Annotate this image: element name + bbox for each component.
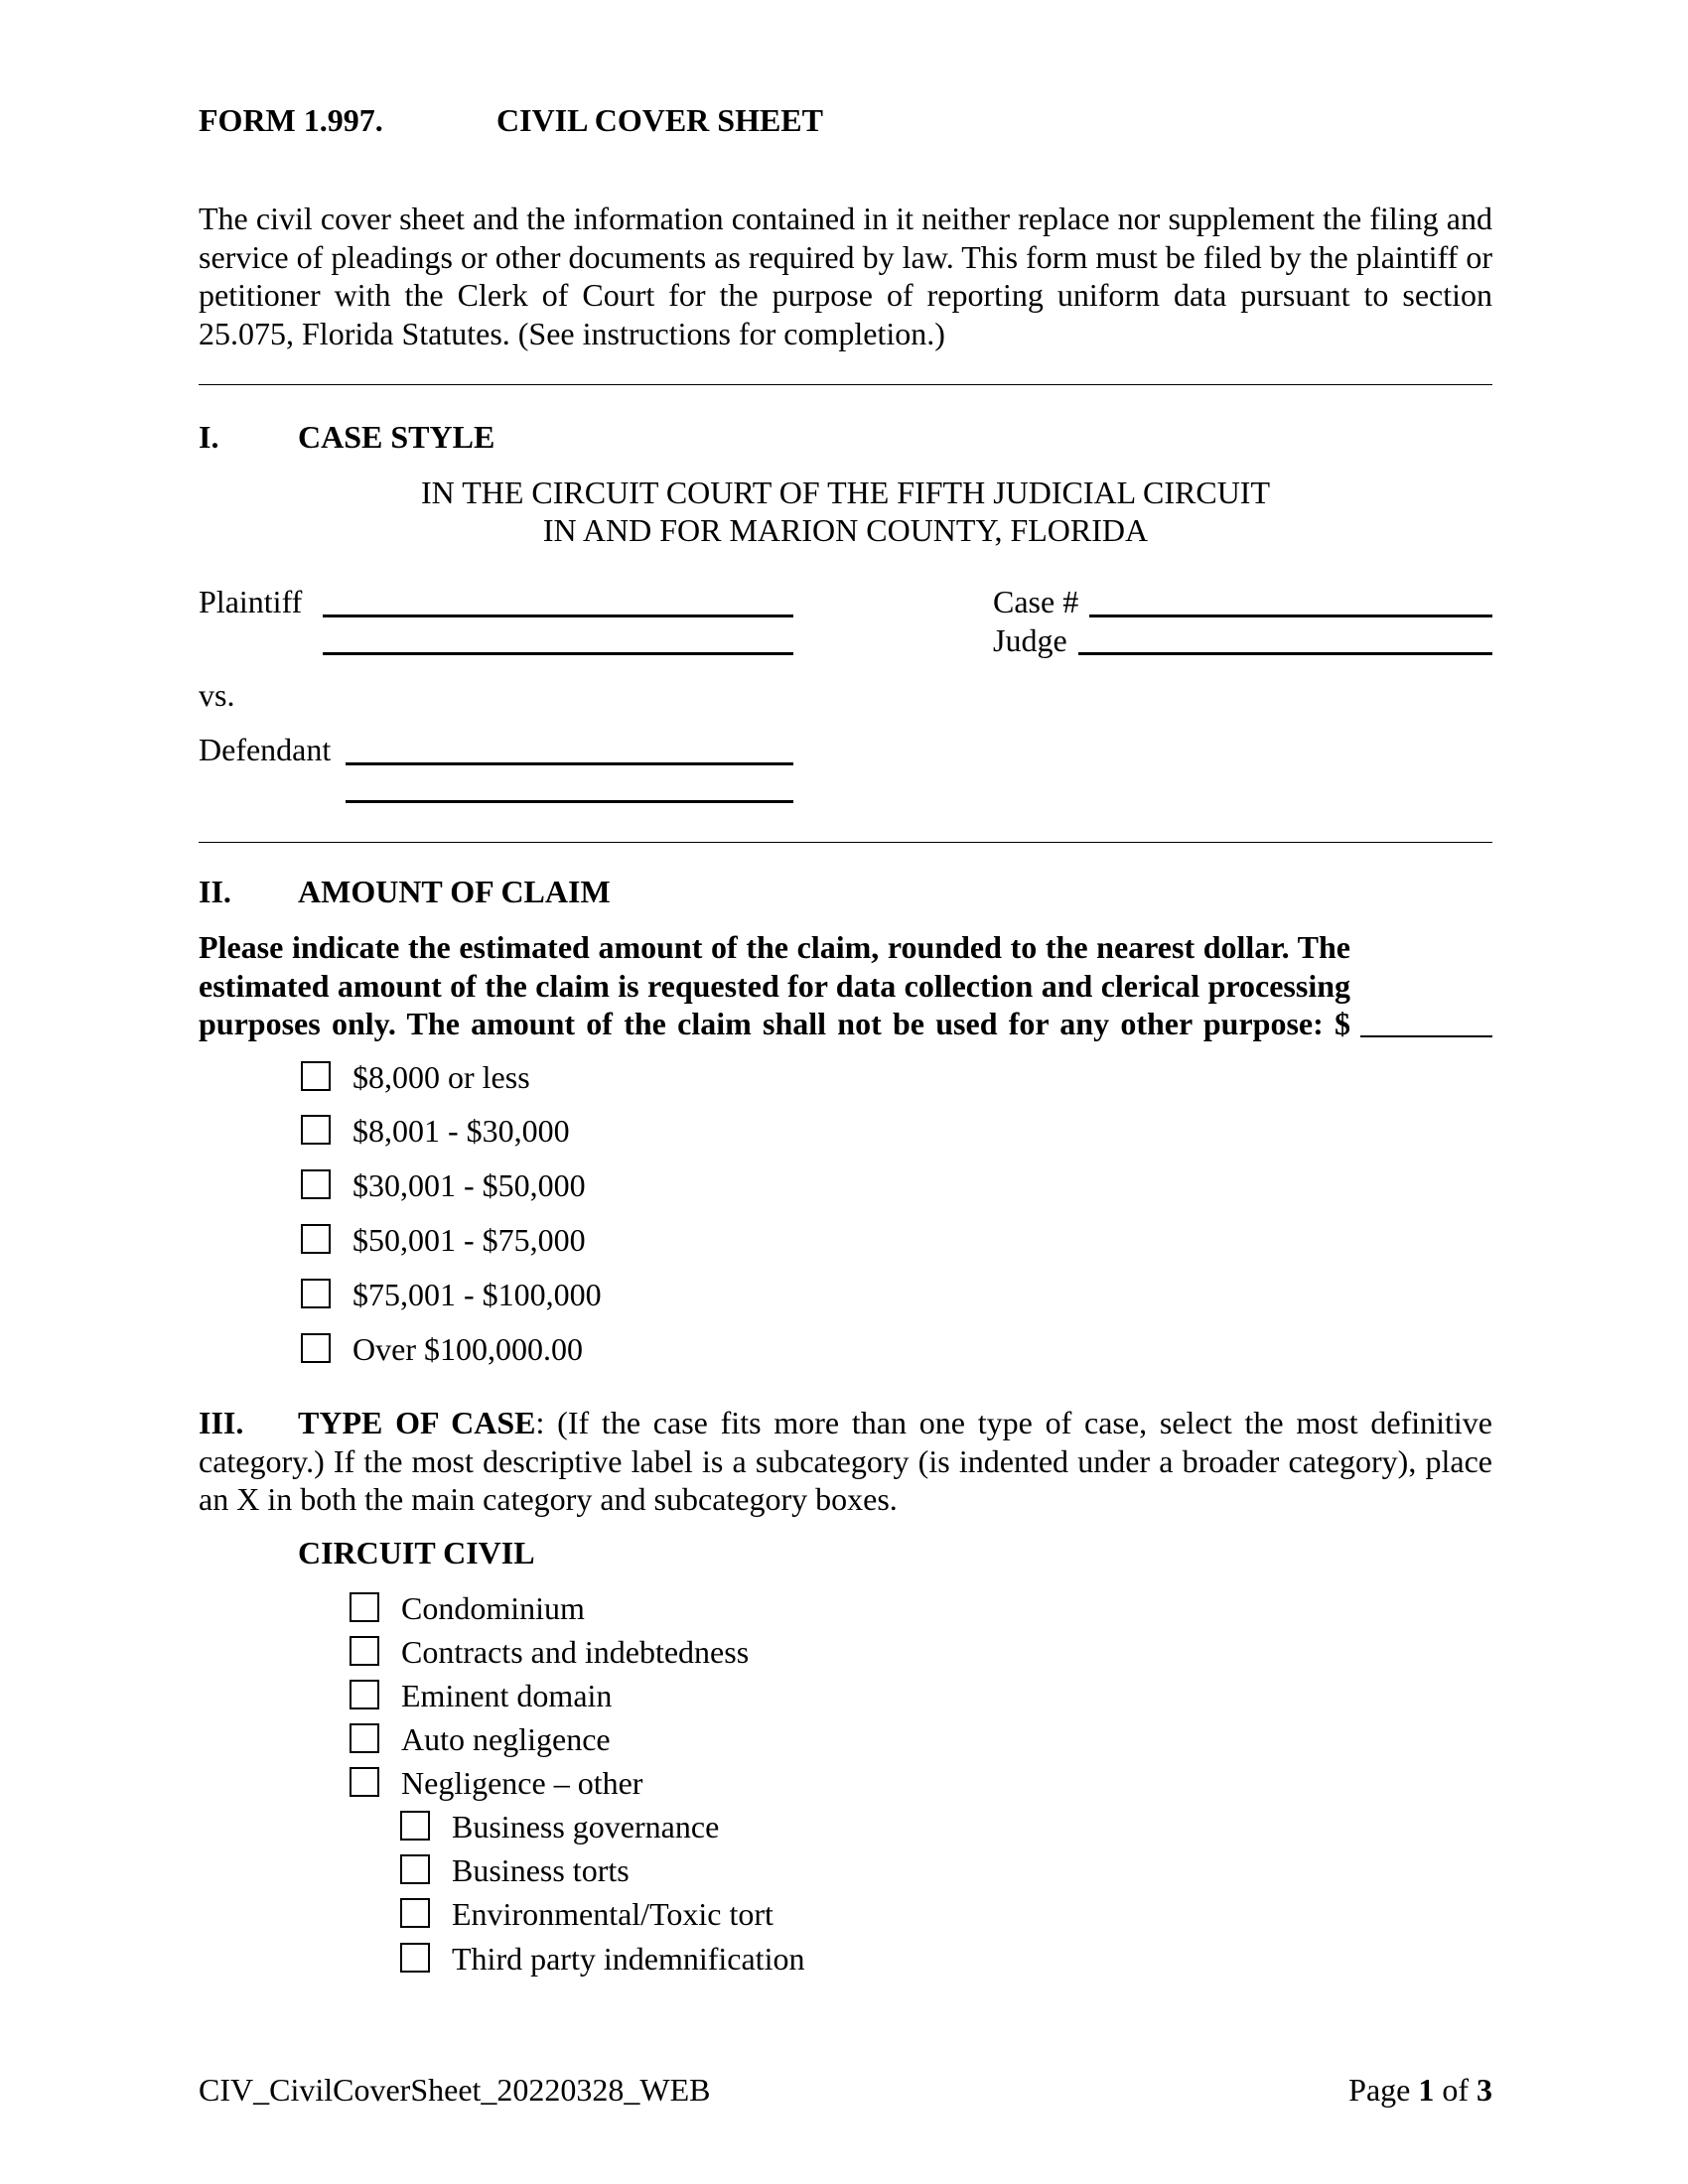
- judge-field[interactable]: [1078, 652, 1492, 655]
- case-type-label: Condominium: [401, 1590, 585, 1626]
- section-1-numeral: I.: [199, 419, 219, 455]
- claim-instructions: [199, 928, 1350, 1043]
- amount-option-checkbox[interactable]: [301, 1333, 331, 1363]
- defendant-field-2[interactable]: [346, 800, 793, 803]
- case-subtype-label: Environmental/Toxic tort: [452, 1896, 774, 1932]
- circuit-civil-heading: CIRCUIT CIVIL: [298, 1535, 535, 1570]
- court-line-1: IN THE CIRCUIT COURT OF THE FIFTH JUDICIAL CIRCUIT: [421, 475, 1270, 510]
- amount-option-checkbox[interactable]: [301, 1115, 331, 1145]
- case-subtype-label: Business governance: [452, 1809, 720, 1844]
- section-3-heading: TYPE OF CASE: [298, 1405, 536, 1440]
- footer-doc-id: CIV_CivilCoverSheet_20220328_WEB: [199, 2072, 711, 2108]
- vs-label: vs.: [199, 677, 235, 713]
- case-subtype-checkbox[interactable]: [400, 1811, 430, 1841]
- defendant-label: Defendant: [199, 732, 332, 767]
- case-type-checkbox[interactable]: [350, 1592, 379, 1622]
- plaintiff-field-1[interactable]: [323, 614, 793, 617]
- case-type-label: Eminent domain: [401, 1678, 613, 1713]
- amount-option-checkbox[interactable]: [301, 1169, 331, 1199]
- type-of-case-instructions: [199, 1404, 1492, 1519]
- case-type-label: Negligence – other: [401, 1765, 643, 1801]
- amount-option-label: Over $100,000.00: [352, 1331, 583, 1367]
- section-1-heading: CASE STYLE: [298, 419, 495, 455]
- page-prefix: Page: [1348, 2072, 1419, 2108]
- form-title: CIVIL COVER SHEET: [496, 102, 823, 138]
- case-subtype-checkbox[interactable]: [400, 1854, 430, 1884]
- divider: [199, 384, 1492, 385]
- plaintiff-label: Plaintiff: [199, 584, 303, 619]
- case-subtype-label: Third party indemnification: [452, 1941, 805, 1977]
- case-subtype-label: Business torts: [452, 1852, 630, 1888]
- case-number-field[interactable]: [1089, 614, 1492, 617]
- divider: [199, 842, 1492, 843]
- amount-option-label: $8,001 - $30,000: [352, 1113, 570, 1149]
- page-number: [1348, 2071, 1492, 2109]
- section-2-numeral: II.: [199, 874, 231, 909]
- section-2-heading: AMOUNT OF CLAIM: [298, 874, 611, 909]
- amount-option-checkbox[interactable]: [301, 1279, 331, 1308]
- amount-option-label: $8,000 or less: [352, 1059, 530, 1095]
- section-3-instructions: : (If the case fits more than one type of case, select the most definitive category.) If the most descriptive label is a subcategory (is indented under a broader category), place an X in both the main category and subcategory boxes.: [199, 1405, 1493, 1517]
- case-subtype-checkbox[interactable]: [400, 1943, 430, 1973]
- defendant-field-1[interactable]: [346, 762, 793, 765]
- case-type-checkbox[interactable]: [350, 1767, 379, 1797]
- amount-option-label: $75,001 - $100,000: [352, 1277, 602, 1312]
- case-type-checkbox[interactable]: [350, 1723, 379, 1753]
- claim-instructions-text: Please indicate the estimated amount of the claim, rounded to the nearest dollar. The estimated amount of the claim is requested for data collection and clerical processing purposes only. The amount of the claim shall not be used for any other purpose: $: [199, 929, 1350, 1041]
- case-type-label: Contracts and indebtedness: [401, 1634, 750, 1670]
- case-number-label: Case #: [993, 584, 1079, 619]
- case-type-label: Auto negligence: [401, 1721, 611, 1757]
- judge-label: Judge: [993, 622, 1067, 658]
- amount-option-checkbox[interactable]: [301, 1224, 331, 1254]
- intro-paragraph: The civil cover sheet and the information contained in it neither replace nor supplement the filing and service of pleadings or other documents as required by law. This form must be filed by the plaintiff or petitioner with the Clerk of Court for the purpose of reporting uniform data pursuant to section 25.075, Florida Statutes. (See instructions for completion.): [199, 201, 1492, 351]
- page-current: 1: [1418, 2072, 1435, 2108]
- claim-amount-field[interactable]: [1360, 1035, 1492, 1037]
- form-number: FORM 1.997.: [199, 102, 383, 138]
- case-subtype-checkbox[interactable]: [400, 1898, 430, 1928]
- page-of: of: [1434, 2072, 1477, 2108]
- section-3-numeral: III.: [199, 1405, 244, 1440]
- plaintiff-field-2[interactable]: [323, 652, 793, 655]
- amount-option-checkbox[interactable]: [301, 1061, 331, 1091]
- amount-option-label: $30,001 - $50,000: [352, 1167, 586, 1203]
- amount-option-label: $50,001 - $75,000: [352, 1222, 586, 1258]
- page-total: 3: [1477, 2072, 1492, 2108]
- court-line-2: IN AND FOR MARION COUNTY, FLORIDA: [542, 512, 1149, 548]
- case-type-checkbox[interactable]: [350, 1636, 379, 1666]
- case-type-checkbox[interactable]: [350, 1680, 379, 1709]
